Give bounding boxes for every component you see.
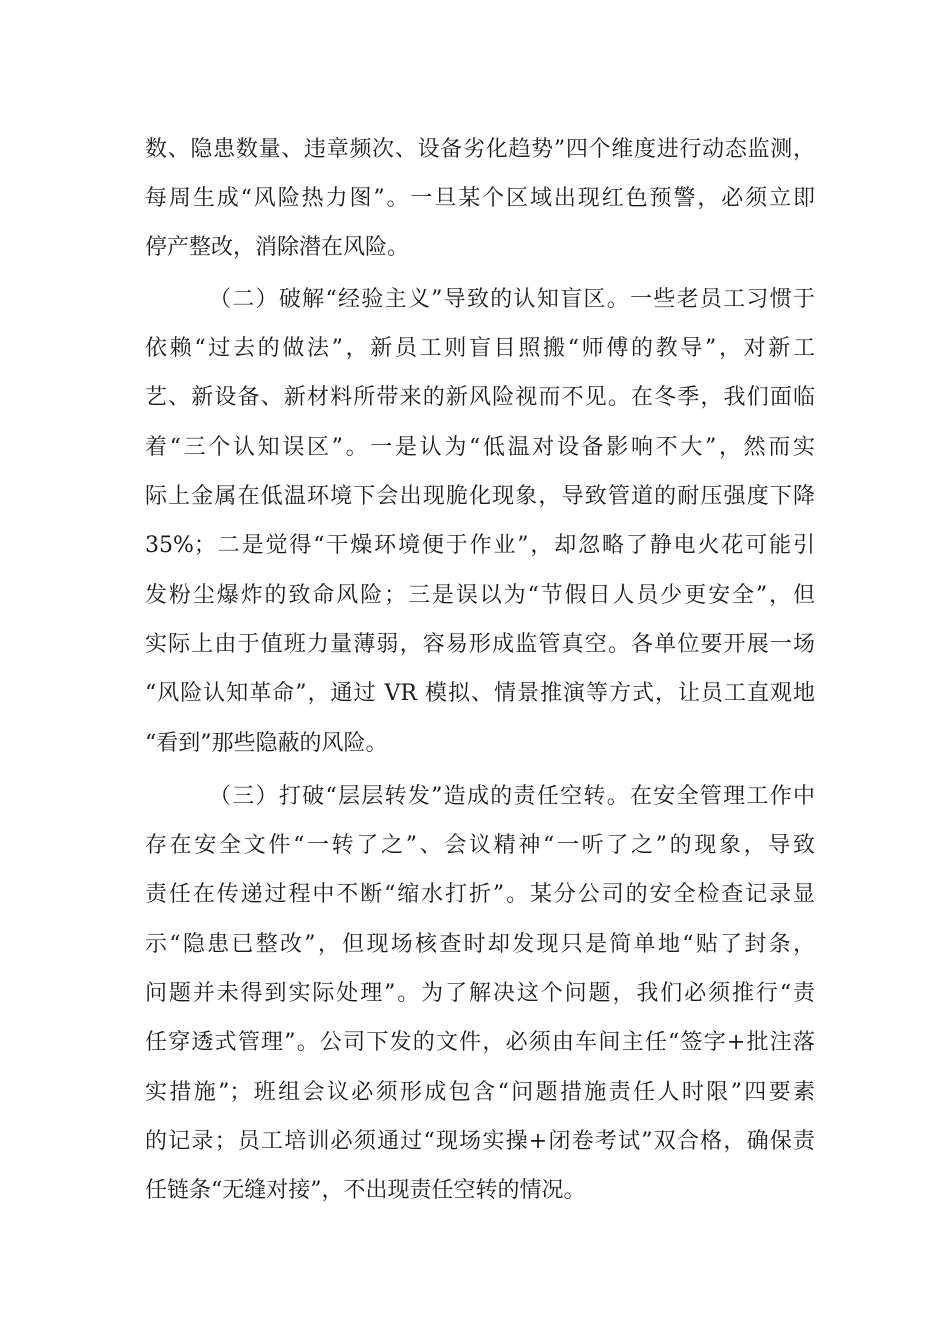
paragraph-line: 任链条“无缝对接”，不出现责任空转的情况。 <box>145 1178 586 1203</box>
paragraph-line: 35%；二是觉得“干燥环境便于作业”，却忽略了静电火花可能引 <box>145 533 815 558</box>
paragraph-line: 数、隐患数量、违章频次、设备劣化趋势”四个维度进行动态监测， <box>145 137 815 162</box>
paragraph-line: （二）破解“经验主义”导致的认知盲区。一些老员工习惯于 <box>209 287 815 312</box>
paragraph-line: 发粉尘爆炸的致命风险；三是误以为“节假日人员少更安全”，但 <box>145 583 815 608</box>
paragraph-line: 问题并未得到实际处理”。为了解决这个问题，我们必须推行“责 <box>145 981 815 1006</box>
paragraph-line: 示“隐患已整改”，但现场核查时却发现只是简单地“贴了封条， <box>145 932 815 957</box>
paragraph-line: 责任在传递过程中不断“缩水打折”。某分公司的安全检查记录显 <box>145 882 815 907</box>
paragraph-line: 艺、新设备、新材料所带来的新风险视而不见。在冬季，我们面临 <box>145 385 815 410</box>
paragraph-line: 际上金属在低温环境下会出现脆化现象，导致管道的耐压强度下降 <box>145 484 815 509</box>
paragraph-line: 停产整改，消除潜在风险。 <box>145 235 410 260</box>
paragraph-line: “风险认知革命”，通过 VR 模拟、情景推演等方式，让员工直观地 <box>145 681 815 706</box>
paragraph-line: 依赖“过去的做法”，新员工则盲目照搬“师傅的教导”，对新工 <box>145 336 815 361</box>
paragraph-line: 着“三个认知误区”。一是认为“低温对设备影响不大”，然而实 <box>145 435 815 460</box>
paragraph-line: “看到”那些隐蔽的风险。 <box>145 731 388 756</box>
paragraph-line: 存在安全文件“一转了之”、会议精神“一听了之”的现象，导致 <box>145 833 815 858</box>
paragraph-line: 任穿透式管理”。公司下发的文件，必须由车间主任“签字+批注落 <box>145 1030 815 1055</box>
paragraph-line: 每周生成“风险热力图”。一旦某个区域出现红色预警，必须立即 <box>145 186 815 211</box>
paragraph-line: 实措施”；班组会议必须形成包含“问题措施责任人时限”四要素 <box>145 1080 815 1105</box>
paragraph-line: 实际上由于值班力量薄弱，容易形成监管真空。各单位要开展一场 <box>145 632 815 657</box>
paragraph-line: （三）打破“层层转发”造成的责任空转。在安全管理工作中 <box>209 784 815 809</box>
paragraph-line: 的记录；员工培训必须通过“现场实操+闭卷考试”双合格，确保责 <box>145 1129 815 1154</box>
